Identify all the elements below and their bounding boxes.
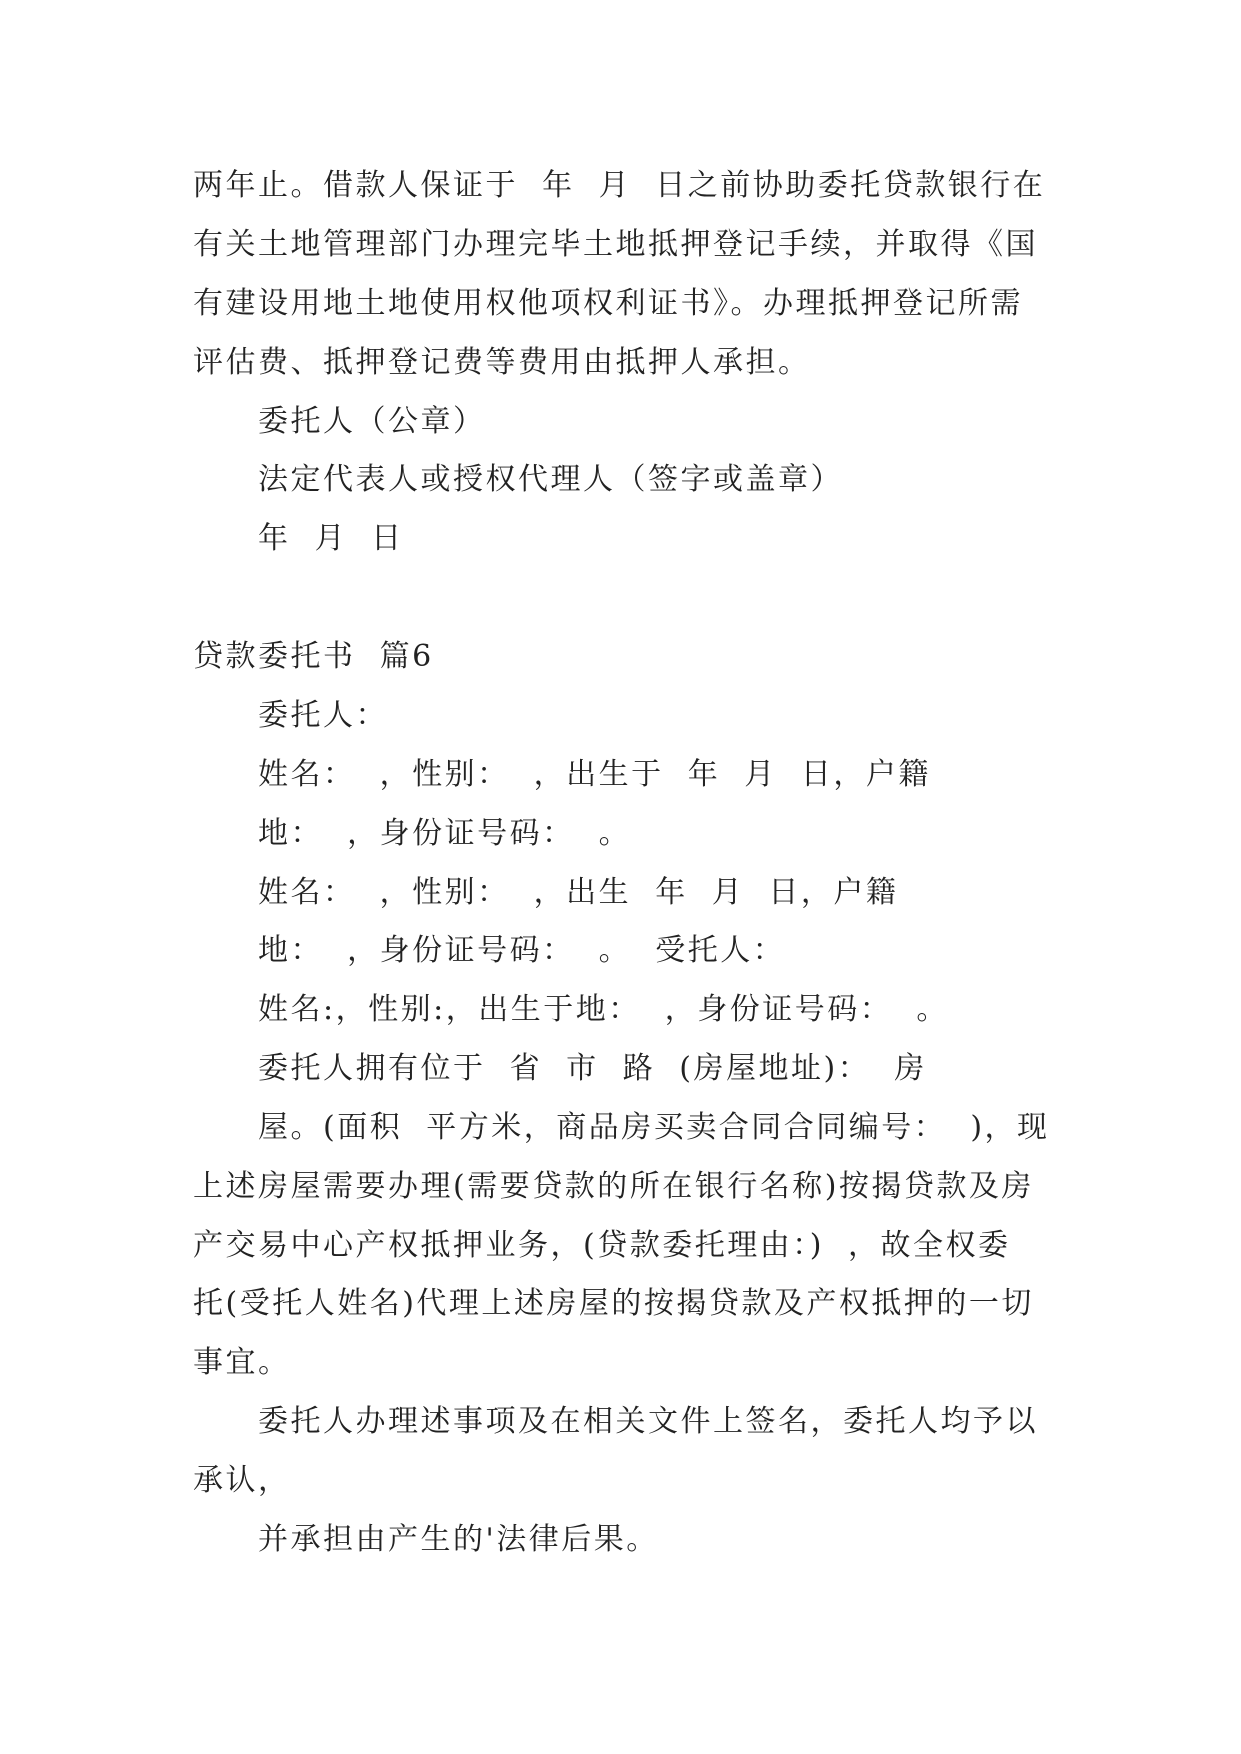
property-line-1: 委托人拥有位于 省 市 路 (房屋地址)： 房 [258,1051,927,1086]
paragraph-line: 事宜。 [193,1345,291,1380]
principal-2-line-1: 姓名： ，性别： ，出生 年 月 日，户籍 [258,875,899,910]
paragraph-line: 评估费、抵押登记费等费用由抵押人承担。 [193,345,811,380]
principal-heading: 委托人： [258,698,388,733]
principal-2-line-2: 地： ，身份证号码： 。 受托人： [258,933,786,968]
signature-label-representative: 法定代表人或授权代理人（签字或盖章） [258,462,843,497]
paragraph-line: 有关土地管理部门办理完毕土地抵押登记手续，并取得《国 [193,227,1038,262]
paragraph-line: 有建设用地土地使用权他项权利证书》。办理抵押登记所需 [193,286,1023,321]
section-title: 贷款委托书 篇6 [193,639,434,674]
property-line-2: 屋。(面积 平方米，商品房买卖合同合同编号： )，现 [258,1110,1050,1145]
acknowledgement-line-1: 委托人办理述事项及在相关文件上签名，委托人均予以 [258,1404,1038,1439]
acknowledgement-line-2: 承认， [193,1463,291,1498]
paragraph-line: 上述房屋需要办理(需要贷款的所在银行名称)按揭贷款及房 [193,1169,1034,1204]
date-line: 年 月 日 [258,521,404,556]
consequence-line: 并承担由产生的'法律后果。 [258,1522,659,1557]
paragraph-line: 托(受托人姓名)代理上述房屋的按揭贷款及产权抵押的一切 [193,1286,1034,1321]
signature-label-principal: 委托人（公章） [258,404,486,439]
paragraph-line: 两年止。借款人保证于 年 月 日之前协助委托贷款银行在 [193,168,1046,203]
paragraph-line: 产交易中心产权抵押业务，(贷款委托理由：) ，故全权委 [193,1228,1011,1263]
agent-line: 姓名:，性别:，出生于地： ，身份证号码： 。 [258,992,949,1027]
principal-1-line-1: 姓名： ，性别： ，出生于 年 月 日，户籍 [258,757,931,792]
principal-1-line-2: 地： ，身份证号码： 。 [258,816,632,851]
